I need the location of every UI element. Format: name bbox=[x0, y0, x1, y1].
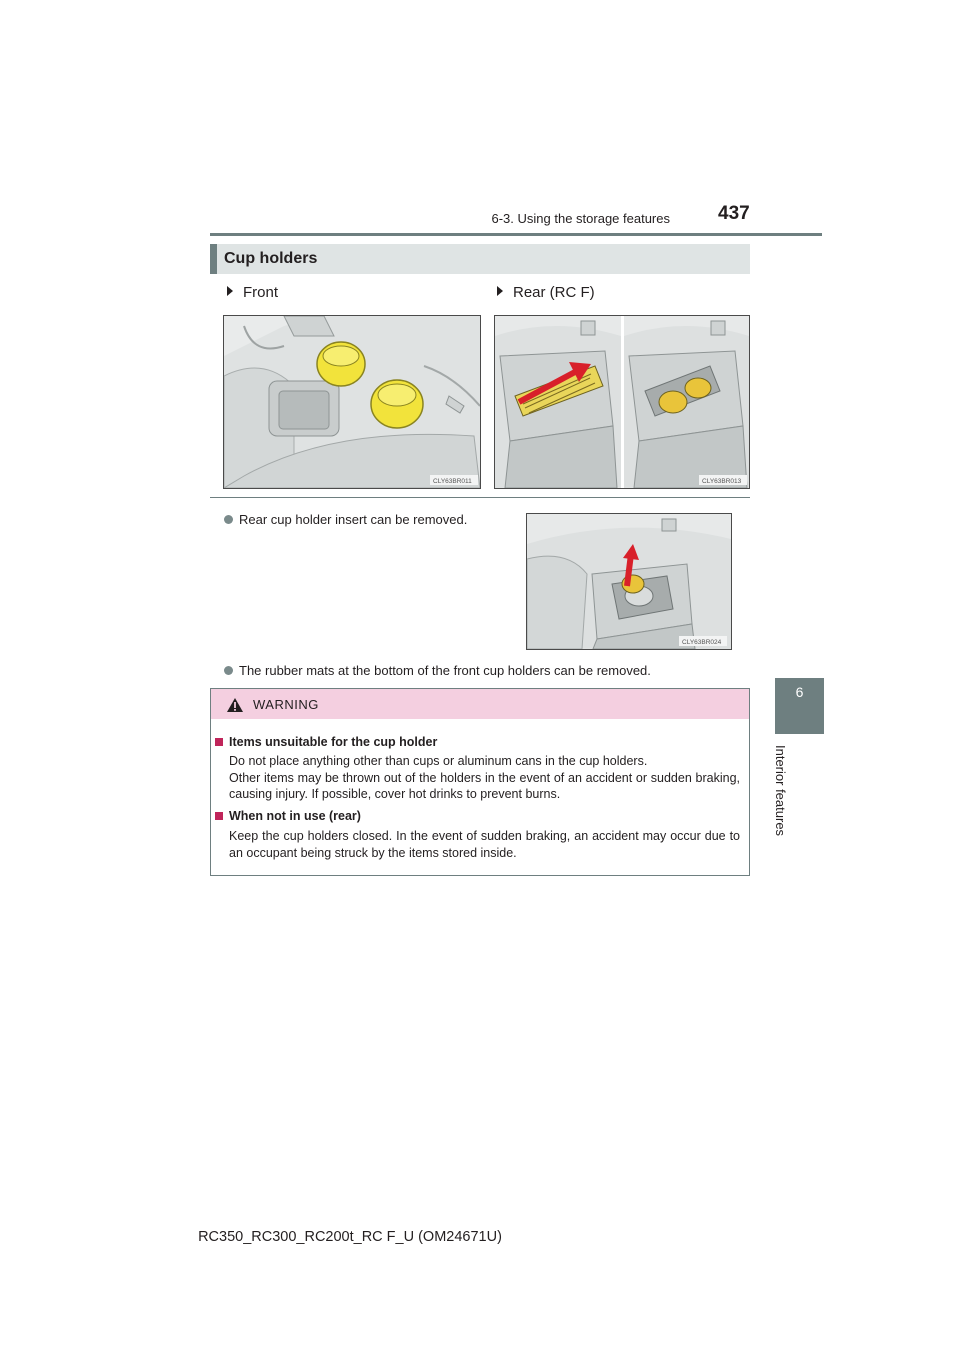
subheading-front-label: Front bbox=[243, 284, 279, 301]
bullet-dot-icon bbox=[224, 515, 233, 524]
subheading-rear-label: Rear (RC F) bbox=[513, 284, 595, 301]
chapter-number: 6 bbox=[795, 684, 804, 700]
figure-code-rear: CLY63BR013 bbox=[702, 478, 742, 485]
warning-item-heading-text: Items unsuitable for the cup holder bbox=[229, 735, 438, 749]
note-mats-text: The rubber mats at the bottom of the front cup holders can be removed. bbox=[239, 663, 651, 678]
manual-footer: RC350_RC300_RC200t_RC F_U (OM24671U) bbox=[198, 1229, 502, 1245]
rear-cup-holder-illustration bbox=[494, 315, 750, 489]
warning-triangle-icon bbox=[226, 697, 244, 718]
section-divider bbox=[210, 497, 750, 498]
header-rule bbox=[210, 233, 822, 236]
warning-item-body: Keep the cup holders closed. In the event of sudden braking, an accident may occur due to an occupant being struck by the items stored inside. bbox=[229, 829, 740, 860]
triangle-bullet-icon bbox=[227, 286, 233, 296]
figure-code-insert: CLY63BR024 bbox=[682, 639, 722, 646]
square-bullet-icon bbox=[215, 812, 223, 820]
figure-code-front: CLY63BR011 bbox=[433, 478, 472, 485]
subheading-rear bbox=[497, 284, 595, 301]
section-title: Cup holders bbox=[224, 250, 318, 267]
warning-item-heading bbox=[215, 735, 437, 749]
bullet-dot-icon bbox=[224, 666, 233, 675]
note-insert bbox=[224, 512, 467, 527]
front-cup-holder-illustration bbox=[223, 315, 481, 489]
running-header-section: 6-3. Using the storage features bbox=[491, 211, 670, 226]
warning-item-heading bbox=[215, 809, 361, 823]
warning-item-heading-text: When not in use (rear) bbox=[229, 809, 361, 823]
subheading-front bbox=[227, 284, 278, 301]
square-bullet-icon bbox=[215, 738, 223, 746]
warning-item-body-line: Other items may be thrown out of the holders in the event of an accident or sudden braking, causing injury. If possible, cover hot drinks to prevent burns. bbox=[229, 770, 740, 801]
chapter-label-text: Interior features bbox=[773, 745, 788, 837]
triangle-bullet-icon bbox=[497, 286, 503, 296]
note-mats bbox=[224, 663, 651, 678]
chapter-label bbox=[773, 745, 793, 855]
cup-holder-insert-illustration bbox=[526, 513, 732, 650]
warning-item-body bbox=[229, 753, 740, 803]
note-insert-text: Rear cup holder insert can be removed. bbox=[239, 512, 468, 527]
warning-item-body-line: Do not place anything other than cups or aluminum cans in the cup holders. bbox=[229, 754, 648, 768]
warning-title: WARNING bbox=[253, 697, 319, 712]
page-number: 437 bbox=[718, 203, 750, 224]
